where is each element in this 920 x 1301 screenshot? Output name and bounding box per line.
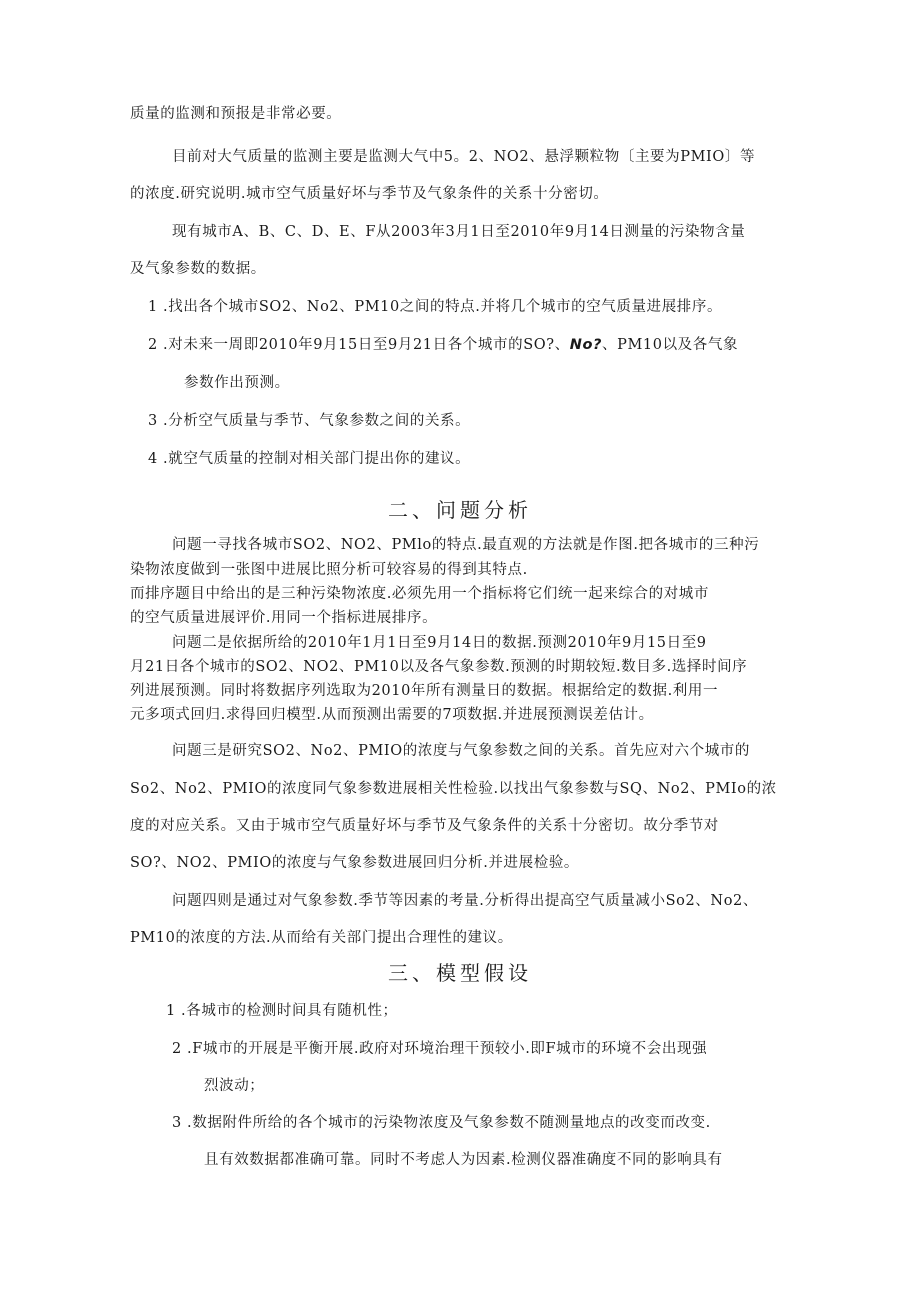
s2-p3-line-4: SO?、NO2、PMIO的浓度与气象参数进展回归分析.并进展检验。: [130, 855, 580, 871]
s2-p1-line-2: 染物浓度做到一张图中进展比照分析可较容易的得到其特点.: [130, 562, 528, 578]
s2-p1-line-4: 的空气质量进展评价.用同一个指标进展排序。: [130, 610, 438, 626]
s2-p1-line-1: 问题一寻找各城市SO2、NO2、PMlo的特点.最直观的方法就是作图.把各城市的三种污: [172, 537, 760, 553]
assumption-2-line-2: 烈波动；: [204, 1078, 265, 1094]
task-item-2-cont: 参数作出预测。: [184, 375, 290, 391]
s2-p3-line-2: So2、No2、PMIO的浓度同气象参数进展相关性检验.以找出气象参数与SQ、No2、PMIo的浓: [130, 781, 777, 797]
s2-p2-line-1: 问题二是依据所给的2010年1月1日至9月14日的数据.预测2010年9月15日至9: [172, 635, 707, 651]
intro-line-1: 质量的监测和预报是非常必要。: [130, 106, 342, 122]
task-item-2-part-c: 、PM10以及各气象: [602, 337, 739, 353]
assumption-3-line-2: 且有效数据都准确可靠。同时不考虑人为因素.检测仪器准确度不同的影响具有: [204, 1152, 723, 1168]
s2-p2-line-3: 列进展预测。同时将数据序列选取为2010年所有测量日的数据。根据给定的数据.利用一: [130, 683, 719, 699]
s2-p3-line-1: 问题三是研究SO2、No2、PMIO的浓度与气象参数之间的关系。首先应对六个城市的: [172, 743, 751, 759]
s2-p2-line-4: 元多项式回归.求得回归模型.从而预测出需要的7项数据.并进展预测误差估计。: [130, 707, 654, 723]
intro-line-3: 的浓度.研究说明.城市空气质量好坏与季节及气象条件的关系十分密切。: [130, 186, 609, 202]
task-item-2: [148, 335, 738, 355]
assumption-1: 1 .各城市的检测时间具有随机性；: [166, 1003, 398, 1019]
section-2-title: 二、问题分析: [388, 498, 532, 522]
s2-p2-line-2: 月21日各个城市的SO2、NO2、PM10以及各气象参数.预测的时期较短.数目多.选择时间序: [130, 659, 748, 675]
intro-line-4: 现有城市A、B、C、D、E、F从2003年3月1日至2010年9月14日测量的污染物含量: [172, 224, 746, 240]
intro-line-2: 目前对大气质量的监测主要是监测大气中5。2、NO2、悬浮颗粒物〔主要为PMIO〕等: [172, 149, 756, 165]
task-item-2-no2: No?: [569, 337, 603, 353]
assumption-3-line-1: 3 .数据附件所给的各个城市的污染物浓度及气象参数不随测量地点的改变而改变.: [172, 1115, 711, 1131]
section-3-title: 三、模型假设: [388, 961, 532, 985]
intro-line-5: 及气象参数的数据。: [130, 261, 266, 277]
s2-p1-line-3: 而排序题目中给出的是三种污染物浓度.必须先用一个指标将它们统一起来综合的对城市: [130, 586, 710, 602]
s2-p4-line-2: PM10的浓度的方法.从而给有关部门提出合理性的建议。: [130, 930, 513, 946]
task-item-4: 4 .就空气质量的控制对相关部门提出你的建议。: [148, 451, 471, 467]
task-item-3: 3 .分析空气质量与季节、气象参数之间的关系。: [148, 413, 471, 429]
task-item-2-part-a: 2 .对未来一周即2010年9月15日至9月21日各个城市的SO?、: [148, 337, 570, 353]
assumption-2-line-1: 2 .F城市的开展是平衡开展.政府对环境治理干预较小.即F城市的环境不会出现强: [172, 1041, 708, 1057]
task-item-1: 1 .找出各个城市SO2、No2、PM10之间的特点.并将几个城市的空气质量进展排序。: [148, 299, 723, 315]
s2-p4-line-1: 问题四则是通过对气象参数.季节等因素的考量.分析得出提高空气质量减小So2、No2、: [172, 893, 758, 909]
s2-p3-line-3: 度的对应关系。又由于城市空气质量好坏与季节及气象条件的关系十分密切。故分季节对: [130, 818, 719, 834]
